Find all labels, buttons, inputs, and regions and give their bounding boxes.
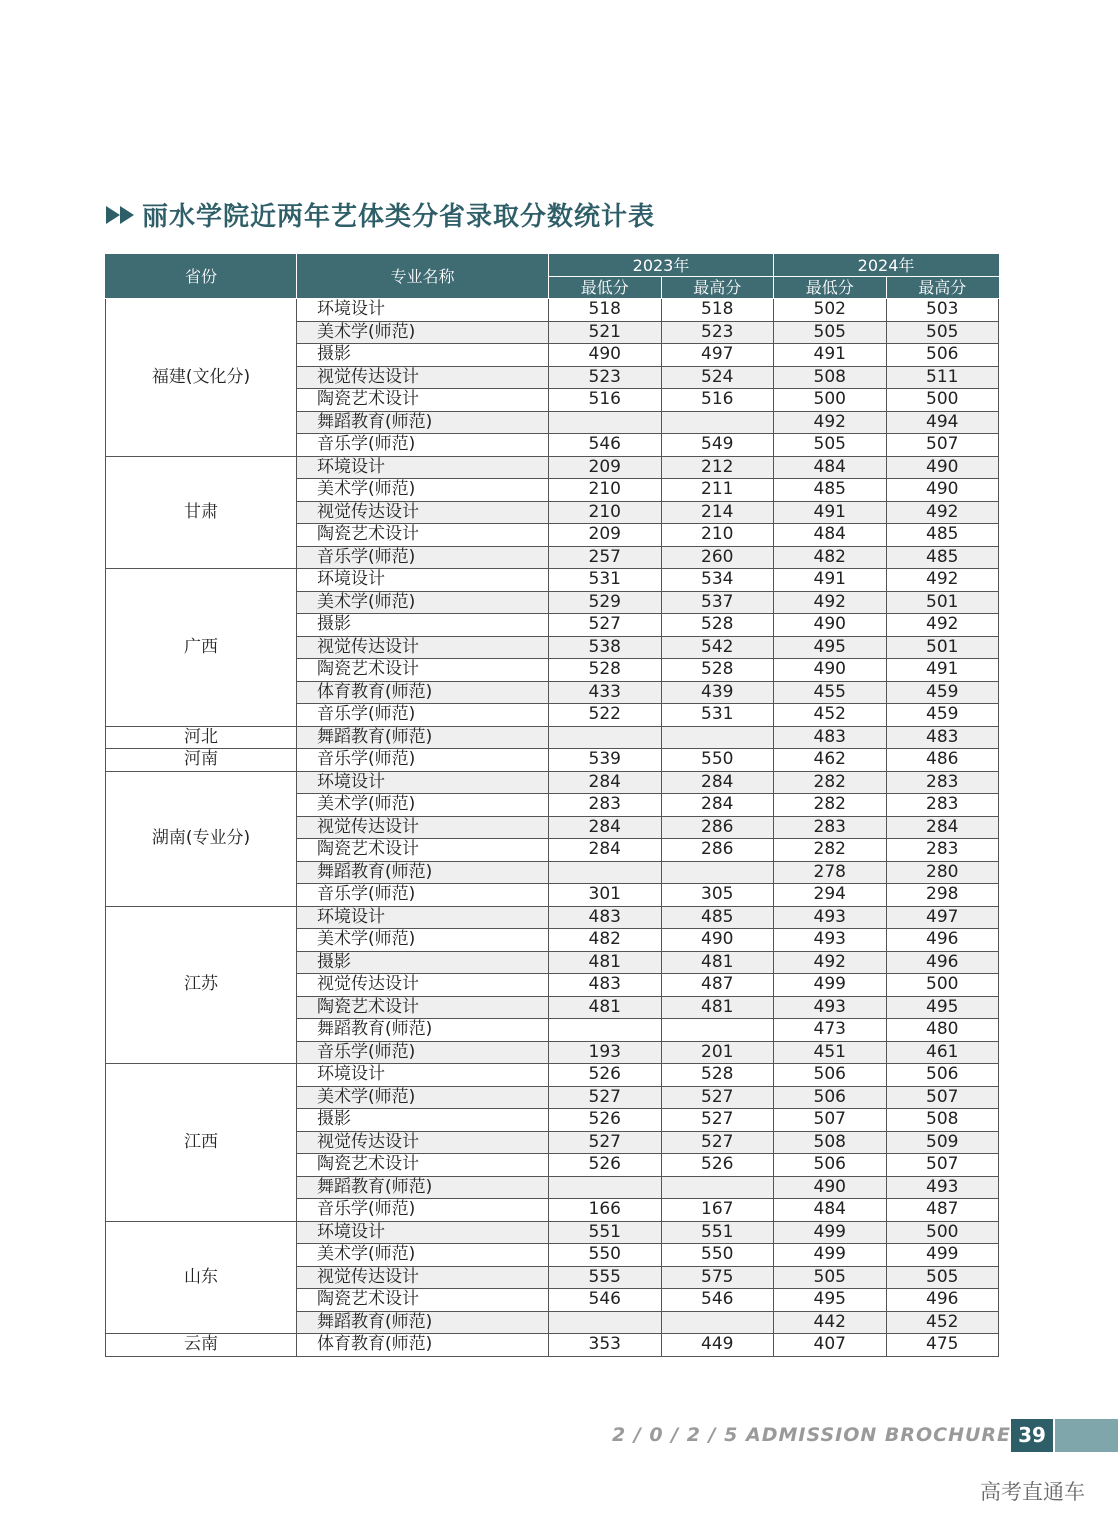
min-2024-cell: 452 [774,704,887,727]
min-2023-cell: 526 [549,1064,662,1087]
major-cell: 音乐学(师范) [297,749,549,772]
major-cell: 视觉传达设计 [297,636,549,659]
max-2024-cell: 283 [886,771,999,794]
max-2023-cell: 537 [661,591,774,614]
province-cell: 河北 [106,726,297,749]
min-2023-cell: 433 [549,681,662,704]
max-2024-cell: 490 [886,479,999,502]
min-2024-cell: 493 [774,996,887,1019]
max-2024-cell: 283 [886,794,999,817]
major-cell: 音乐学(师范) [297,704,549,727]
min-2023-cell: 551 [549,1221,662,1244]
min-2023-cell [549,1311,662,1334]
province-cell: 湖南(专业分) [106,771,297,906]
max-2024-cell: 496 [886,951,999,974]
max-2024-cell: 283 [886,839,999,862]
major-cell: 环境设计 [297,1221,549,1244]
max-2024-cell: 501 [886,591,999,614]
table-row [106,569,999,592]
max-2024-cell: 485 [886,524,999,547]
max-2023-cell: 305 [661,884,774,907]
max-2023-cell: 550 [661,1244,774,1267]
min-2023-cell: 483 [549,906,662,929]
major-cell: 体育教育(师范) [297,681,549,704]
major-cell: 环境设计 [297,906,549,929]
min-2024-cell: 483 [774,726,887,749]
major-cell: 视觉传达设计 [297,1266,549,1289]
min-2024-cell: 282 [774,794,887,817]
min-2024-cell: 442 [774,1311,887,1334]
min-2023-cell: 546 [549,1289,662,1312]
min-2024-cell: 495 [774,1289,887,1312]
max-2023-cell [661,726,774,749]
max-2024-cell: 507 [886,1154,999,1177]
max-2024-cell: 492 [886,569,999,592]
min-2023-cell: 527 [549,1086,662,1109]
major-cell: 舞蹈教育(师范) [297,726,549,749]
major-cell: 视觉传达设计 [297,366,549,389]
max-2023-cell: 481 [661,951,774,974]
max-2023-cell [661,1019,774,1042]
max-2023-cell: 284 [661,794,774,817]
min-2023-cell: 210 [549,479,662,502]
max-2024-cell: 459 [886,704,999,727]
max-2024-cell: 505 [886,1266,999,1289]
max-2023-cell: 497 [661,344,774,367]
min-2024-cell: 492 [774,411,887,434]
max-2024-cell: 500 [886,974,999,997]
min-2024-cell: 499 [774,1244,887,1267]
max-2023-cell: 534 [661,569,774,592]
min-2023-cell: 555 [549,1266,662,1289]
max-2024-cell: 487 [886,1199,999,1222]
min-2023-cell [549,411,662,434]
min-2023-cell: 550 [549,1244,662,1267]
min-2024-cell: 282 [774,771,887,794]
major-cell: 环境设计 [297,1064,549,1087]
min-2023-cell: 523 [549,366,662,389]
min-2024-cell: 495 [774,636,887,659]
max-2023-cell: 212 [661,456,774,479]
min-2023-cell: 518 [549,299,662,322]
max-2023-cell: 481 [661,996,774,1019]
min-2024-cell: 462 [774,749,887,772]
max-2023-cell: 549 [661,434,774,457]
min-2024-cell: 502 [774,299,887,322]
min-2023-cell: 284 [549,839,662,862]
major-cell: 环境设计 [297,456,549,479]
max-2023-cell: 260 [661,546,774,569]
max-2023-cell: 490 [661,929,774,952]
max-2024-cell: 507 [886,1086,999,1109]
major-cell: 体育教育(师范) [297,1334,549,1357]
major-cell: 音乐学(师范) [297,434,549,457]
header-max-2024: 最高分 [886,277,999,299]
min-2024-cell: 505 [774,434,887,457]
max-2024-cell: 492 [886,501,999,524]
max-2023-cell: 528 [661,659,774,682]
min-2024-cell: 499 [774,1221,887,1244]
max-2023-cell [661,1176,774,1199]
max-2023-cell: 527 [661,1086,774,1109]
min-2024-cell: 492 [774,951,887,974]
max-2023-cell: 518 [661,299,774,322]
max-2023-cell: 528 [661,1064,774,1087]
min-2023-cell: 481 [549,951,662,974]
max-2023-cell: 575 [661,1266,774,1289]
province-cell: 云南 [106,1334,297,1357]
title-block [106,196,655,233]
min-2023-cell: 546 [549,434,662,457]
max-2024-cell: 497 [886,906,999,929]
min-2024-cell: 484 [774,1199,887,1222]
table-row [106,906,999,929]
major-cell: 舞蹈教育(师范) [297,1311,549,1334]
min-2023-cell [549,861,662,884]
max-2024-cell: 483 [886,726,999,749]
major-cell: 摄影 [297,344,549,367]
major-cell: 摄影 [297,1109,549,1132]
min-2024-cell: 455 [774,681,887,704]
major-cell: 舞蹈教育(师范) [297,861,549,884]
max-2024-cell: 495 [886,996,999,1019]
max-2023-cell: 527 [661,1131,774,1154]
min-2023-cell: 526 [549,1109,662,1132]
major-cell: 陶瓷艺术设计 [297,659,549,682]
max-2023-cell [661,1311,774,1334]
province-cell: 广西 [106,569,297,727]
min-2024-cell: 505 [774,321,887,344]
min-2024-cell: 484 [774,456,887,479]
max-2024-cell: 496 [886,1289,999,1312]
min-2024-cell: 283 [774,816,887,839]
min-2024-cell: 506 [774,1086,887,1109]
max-2024-cell: 492 [886,614,999,637]
min-2024-cell: 451 [774,1041,887,1064]
max-2024-cell: 485 [886,546,999,569]
min-2024-cell: 482 [774,546,887,569]
min-2024-cell: 490 [774,1176,887,1199]
table-row [106,456,999,479]
min-2024-cell: 490 [774,614,887,637]
header-major: 专业名称 [297,255,549,299]
max-2023-cell: 201 [661,1041,774,1064]
table-row [106,771,999,794]
major-cell: 美术学(师范) [297,1086,549,1109]
page-number: 39 [1011,1419,1053,1452]
max-2023-cell: 551 [661,1221,774,1244]
min-2024-cell: 490 [774,659,887,682]
max-2023-cell: 550 [661,749,774,772]
max-2023-cell: 485 [661,906,774,929]
major-cell: 陶瓷艺术设计 [297,1154,549,1177]
min-2023-cell: 353 [549,1334,662,1357]
max-2023-cell: 286 [661,816,774,839]
min-2023-cell: 527 [549,614,662,637]
province-cell: 江西 [106,1064,297,1222]
major-cell: 视觉传达设计 [297,1131,549,1154]
max-2023-cell: 439 [661,681,774,704]
province-cell: 甘肃 [106,456,297,569]
max-2024-cell: 298 [886,884,999,907]
min-2024-cell: 506 [774,1154,887,1177]
table-row [106,299,999,322]
min-2023-cell: 539 [549,749,662,772]
table-row [106,749,999,772]
header-min-2024: 最低分 [774,277,887,299]
max-2023-cell: 531 [661,704,774,727]
max-2024-cell: 284 [886,816,999,839]
province-cell: 河南 [106,749,297,772]
min-2023-cell: 283 [549,794,662,817]
major-cell: 舞蹈教育(师范) [297,411,549,434]
min-2024-cell: 407 [774,1334,887,1357]
min-2024-cell: 282 [774,839,887,862]
min-2024-cell: 294 [774,884,887,907]
max-2023-cell: 542 [661,636,774,659]
max-2023-cell: 210 [661,524,774,547]
min-2023-cell [549,1176,662,1199]
province-cell: 福建(文化分) [106,299,297,457]
max-2024-cell: 494 [886,411,999,434]
table-row [106,1221,999,1244]
max-2023-cell: 284 [661,771,774,794]
table-row [106,1334,999,1357]
major-cell: 视觉传达设计 [297,501,549,524]
double-arrow-icon [106,206,134,224]
max-2024-cell: 500 [886,389,999,412]
major-cell: 音乐学(师范) [297,1041,549,1064]
major-cell: 美术学(师范) [297,929,549,952]
max-2023-cell: 527 [661,1109,774,1132]
header-year-2024: 2024年 [774,255,999,277]
max-2024-cell: 505 [886,321,999,344]
min-2023-cell [549,726,662,749]
admission-score-table [105,254,999,1357]
major-cell: 陶瓷艺术设计 [297,389,549,412]
province-cell: 江苏 [106,906,297,1064]
max-2023-cell: 487 [661,974,774,997]
province-cell: 山东 [106,1221,297,1334]
max-2024-cell: 461 [886,1041,999,1064]
major-cell: 视觉传达设计 [297,974,549,997]
max-2023-cell: 214 [661,501,774,524]
max-2023-cell: 211 [661,479,774,502]
major-cell: 美术学(师范) [297,479,549,502]
header-min-2023: 最低分 [549,277,662,299]
max-2024-cell: 480 [886,1019,999,1042]
max-2023-cell [661,861,774,884]
min-2023-cell: 481 [549,996,662,1019]
major-cell: 摄影 [297,614,549,637]
max-2023-cell: 286 [661,839,774,862]
max-2023-cell: 167 [661,1199,774,1222]
min-2024-cell: 485 [774,479,887,502]
max-2024-cell: 509 [886,1131,999,1154]
max-2024-cell: 486 [886,749,999,772]
min-2024-cell: 484 [774,524,887,547]
max-2024-cell: 506 [886,344,999,367]
min-2024-cell: 508 [774,366,887,389]
min-2024-cell: 507 [774,1109,887,1132]
min-2023-cell [549,1019,662,1042]
max-2023-cell: 524 [661,366,774,389]
max-2024-cell: 475 [886,1334,999,1357]
major-cell: 摄影 [297,951,549,974]
major-cell: 美术学(师范) [297,794,549,817]
min-2024-cell: 278 [774,861,887,884]
max-2024-cell: 280 [886,861,999,884]
max-2023-cell: 546 [661,1289,774,1312]
min-2024-cell: 473 [774,1019,887,1042]
min-2024-cell: 508 [774,1131,887,1154]
max-2024-cell: 511 [886,366,999,389]
max-2024-cell: 496 [886,929,999,952]
max-2024-cell: 500 [886,1221,999,1244]
min-2023-cell: 522 [549,704,662,727]
page-accent-bar [1055,1419,1118,1452]
major-cell: 音乐学(师范) [297,546,549,569]
min-2024-cell: 491 [774,569,887,592]
max-2023-cell: 528 [661,614,774,637]
max-2024-cell: 459 [886,681,999,704]
max-2024-cell: 507 [886,434,999,457]
watermark-text: 高考直通车 [980,1480,1085,1504]
min-2023-cell: 210 [549,501,662,524]
major-cell: 环境设计 [297,569,549,592]
min-2023-cell: 528 [549,659,662,682]
min-2024-cell: 505 [774,1266,887,1289]
major-cell: 美术学(师范) [297,1244,549,1267]
header-province: 省份 [106,255,297,299]
max-2023-cell: 526 [661,1154,774,1177]
min-2024-cell: 492 [774,591,887,614]
min-2023-cell: 521 [549,321,662,344]
table-row [106,1064,999,1087]
max-2024-cell: 493 [886,1176,999,1199]
min-2023-cell: 516 [549,389,662,412]
max-2024-cell: 503 [886,299,999,322]
major-cell: 音乐学(师范) [297,884,549,907]
major-cell: 环境设计 [297,299,549,322]
max-2024-cell: 508 [886,1109,999,1132]
min-2023-cell: 483 [549,974,662,997]
max-2023-cell: 516 [661,389,774,412]
min-2023-cell: 526 [549,1154,662,1177]
min-2023-cell: 482 [549,929,662,952]
min-2023-cell: 490 [549,344,662,367]
min-2024-cell: 500 [774,389,887,412]
max-2024-cell: 501 [886,636,999,659]
major-cell: 陶瓷艺术设计 [297,1289,549,1312]
min-2023-cell: 531 [549,569,662,592]
min-2023-cell: 538 [549,636,662,659]
min-2023-cell: 284 [549,771,662,794]
max-2024-cell: 499 [886,1244,999,1267]
major-cell: 环境设计 [297,771,549,794]
min-2023-cell: 209 [549,456,662,479]
page-title: 丽水学院近两年艺体类分省录取分数统计表 [142,202,656,232]
min-2024-cell: 506 [774,1064,887,1087]
max-2024-cell: 506 [886,1064,999,1087]
min-2023-cell: 209 [549,524,662,547]
min-2023-cell: 257 [549,546,662,569]
min-2024-cell: 491 [774,344,887,367]
header-max-2023: 最高分 [661,277,774,299]
table-body [106,299,999,1357]
max-2024-cell: 452 [886,1311,999,1334]
max-2024-cell: 490 [886,456,999,479]
major-cell: 陶瓷艺术设计 [297,996,549,1019]
max-2023-cell [661,411,774,434]
min-2024-cell: 493 [774,906,887,929]
header-year-2023: 2023年 [549,255,774,277]
min-2024-cell: 493 [774,929,887,952]
min-2023-cell: 301 [549,884,662,907]
min-2024-cell: 491 [774,501,887,524]
min-2023-cell: 527 [549,1131,662,1154]
major-cell: 音乐学(师范) [297,1199,549,1222]
major-cell: 美术学(师范) [297,591,549,614]
major-cell: 视觉传达设计 [297,816,549,839]
major-cell: 陶瓷艺术设计 [297,524,549,547]
max-2023-cell: 449 [661,1334,774,1357]
major-cell: 美术学(师范) [297,321,549,344]
min-2023-cell: 284 [549,816,662,839]
major-cell: 舞蹈教育(师范) [297,1019,549,1042]
min-2023-cell: 193 [549,1041,662,1064]
max-2024-cell: 491 [886,659,999,682]
max-2023-cell: 523 [661,321,774,344]
brochure-label: 2 / 0 / 2 / 5 ADMISSION BROCHURE [612,1424,1012,1446]
major-cell: 舞蹈教育(师范) [297,1176,549,1199]
min-2024-cell: 499 [774,974,887,997]
min-2023-cell: 529 [549,591,662,614]
min-2023-cell: 166 [549,1199,662,1222]
major-cell: 陶瓷艺术设计 [297,839,549,862]
table-row [106,726,999,749]
